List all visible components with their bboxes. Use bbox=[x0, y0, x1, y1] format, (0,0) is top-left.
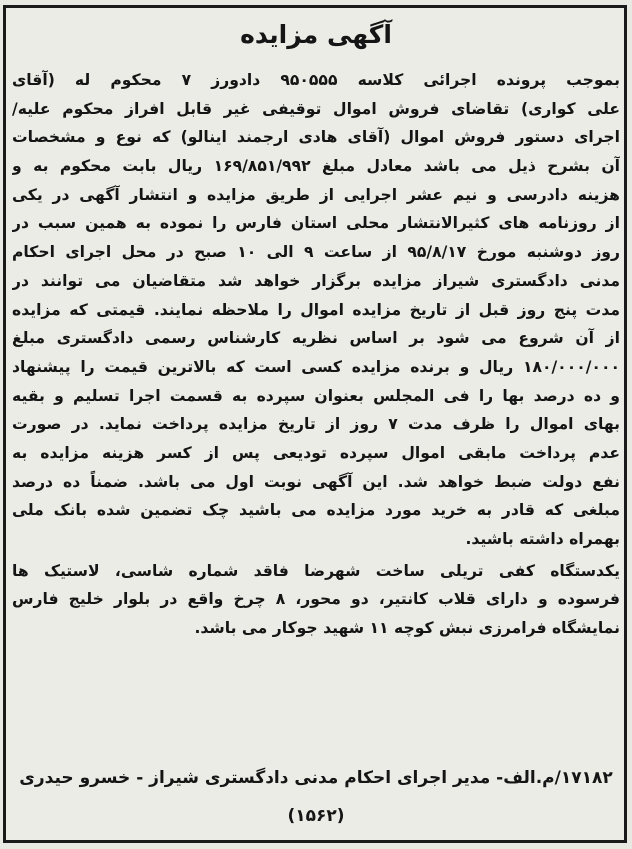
paragraph-line: عدم پرداخت مابقی اموال سپرده تودیعی پس از کسر هزینه مزایده به bbox=[12, 443, 620, 462]
paragraph-line: از آن شروع می شود بر اساس نظریه کارشناس رسمی دادگستری مبلغ bbox=[12, 329, 620, 348]
paragraph-line: مبلغی که قادر به خرید مورد مزایده می باشید چک تضمین شده بانک ملی bbox=[12, 501, 620, 520]
paragraph-line: هزینه دادرسی و نیم عشر اجرایی از طریق مزایده و انتشار آگهی در یکی bbox=[12, 185, 620, 204]
paragraph-line: بهمراه داشته باشید. bbox=[465, 530, 620, 548]
paragraph-line: ۱۸۰/۰۰۰/۰۰۰ ریال و برنده مزایده کسی است که بالاترین قیمت را پیشنهاد bbox=[12, 357, 620, 376]
notice-signature: ۱۷۱۸۲/م.الف- مدیر اجرای احکام مدنی دادگستری شیراز - خسرو حیدری bbox=[19, 768, 613, 788]
paragraph-line: فرسوده و دارای قلاب کانتیر، دو محور، ۸ چرخ واقع در بلوار خلیج فارس bbox=[12, 590, 620, 609]
paragraph-line: از روزنامه های کثیرالانتشار محلی استان فارس را نموده به همین سبب در bbox=[12, 214, 620, 233]
paragraph-line: بهای اموال را ظرف مدت ۷ روز از تاریخ مزایده پرداخت نماید. در صورت bbox=[12, 415, 620, 434]
notice-body bbox=[12, 66, 620, 643]
notice-title: آگهی مزایده bbox=[240, 20, 392, 49]
notice-code: (۱۵۶۲) bbox=[287, 806, 345, 826]
paragraph-line: نفع دولت ضبط خواهد شد. این آگهی نوبت اول می باشد. ضمناً ده درصد bbox=[12, 472, 620, 491]
paragraph-line: مدنی دادگستری شیراز مزایده برگزار خواهد شد متقاضیان می توانند در bbox=[12, 271, 620, 290]
paragraph-line: یکدستگاه کفی تریلی ساخت شهرضا فاقد شماره شاسی، لاستیک ها bbox=[12, 561, 620, 580]
paragraph-line: علی کواری) تقاضای فروش اموال توقیفی غیر قابل افراز محکوم علیه/ bbox=[12, 99, 620, 118]
paragraph-line: روز دوشنبه مورخ ۹۵/۸/۱۷ از ساعت ۹ الی ۱۰ صبح در محل اجرای احکام bbox=[12, 243, 620, 262]
paragraph-line: و ده درصد بها را فی المجلس بعنوان سپرده به قسمت اجرا تسلیم و بقیه bbox=[12, 386, 620, 405]
paragraph-line: مدت پنج روز قبل از تاریخ مزایده اموال را ملاحظه نمایند. قیمتی که مزایده bbox=[12, 300, 620, 319]
notice-paragraph-1 bbox=[12, 66, 620, 554]
paragraph-line: بموجب پرونده اجرائی کلاسه ۹۵۰۵۵۵ دادورز ۷ محکوم له (آقای bbox=[12, 71, 620, 89]
paragraph-line: اجرای دستور فروش اموال (آقای هادی ارجمند اینالو) که نوع و مشخصات bbox=[12, 128, 620, 147]
notice-paragraph-2 bbox=[12, 557, 620, 643]
paragraph-line: آن بشرح ذیل می باشد معادل مبلغ ۱۶۹/۸۵۱/۹۹۲ ریال بابت محکوم به و bbox=[12, 157, 620, 176]
paragraph-line: نمایشگاه فرامرزی نبش کوچه ۱۱ شهید جوکار می باشد. bbox=[194, 619, 620, 638]
